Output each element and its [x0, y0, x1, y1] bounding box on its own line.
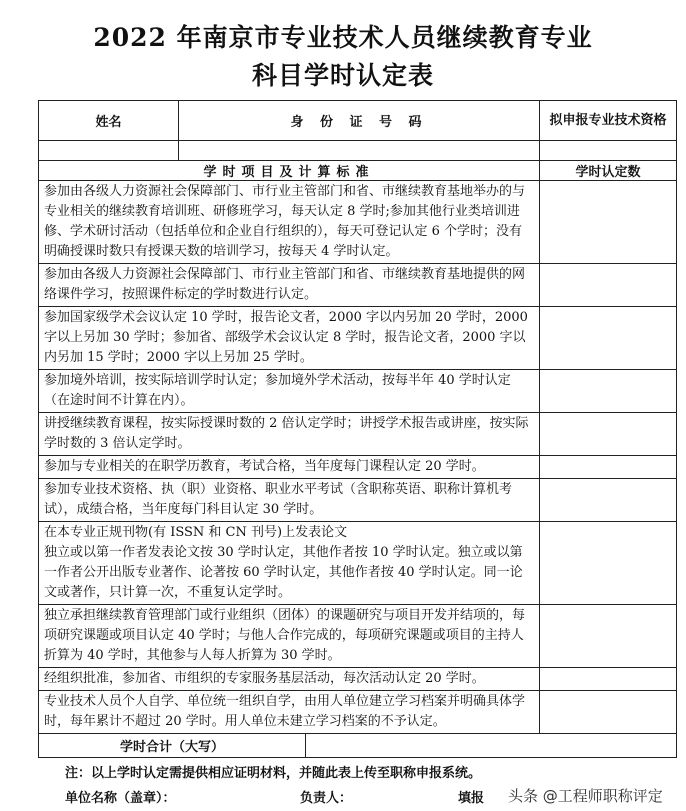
title-line-1: 2022 年南京市专业技术人员继续教育专业	[93, 23, 593, 52]
hours-field[interactable]	[540, 456, 677, 479]
item-text: 参加由各级人力资源社会保障部门、市行业主管部门和省、市继续教育基地提供的网络课件学习，按照课件标定的学时数进行认定。	[39, 264, 540, 307]
note-text: 注：以上学时认定需提供相应证明材料，并随此表上传至职称申报系统。	[65, 766, 482, 781]
hours-field[interactable]	[540, 264, 677, 307]
item-text: 专业技术人员个人自学、单位统一组织自学，由用人单位建立学习档案并明确具体学时，每年累计不超过 20 学时。用人单位未建立学习档案的不予认定。	[39, 691, 540, 734]
hours-header: 学时认定数	[540, 161, 677, 181]
hours-field[interactable]	[540, 668, 677, 691]
id-number-header: 身 份 证 号 码	[179, 101, 540, 141]
form-body	[38, 100, 686, 811]
item-text: 独立承担继续教育管理部门或行业组织（团体）的课题研究与项目开发并结项的，每项研究课题或项目认定 40 学时；与他人合作完成的，每项研究课题或项目的主持人折算为 40 学时，其他参与人每人折算为 30 学时。	[39, 605, 540, 668]
item-text: 参加国家级学术会议认定 10 学时，报告论文者，2000 字以内另加 20 学时，2000 字以上另加 30 学时；参加省、部级学术会议认定 8 学时，报告论文者，2000 字以内另加 15 学时；2000 字以上另加 25 学时。	[39, 307, 540, 370]
total-field[interactable]	[306, 734, 677, 758]
id-number-field[interactable]	[179, 141, 540, 161]
item-text: 参加境外培训，按实际培训学时认定；参加境外学术活动，按每半年 40 学时认定（在途时间不计算在内）。	[39, 370, 540, 413]
item-text: 参加与专业相关的在职学历教育，考试合格，当年度每门课程认定 20 学时。	[39, 456, 540, 479]
filler-label: 填报	[458, 791, 485, 806]
item-text: 经组织批准，参加省、市组织的专家服务基层活动，每次活动认定 20 学时。	[39, 668, 540, 691]
hours-field[interactable]	[540, 522, 677, 605]
total-label: 学时合计（大写）	[39, 734, 306, 758]
hours-field[interactable]	[540, 370, 677, 413]
hours-field[interactable]	[540, 413, 677, 456]
item-text: 在本专业正规刊物(有 ISSN 和 CN 刊号)上发表论文 独立或以第一作者发表论文按 30 学时认定，其他作者按 10 学时认定。独立或以第一作者公开出版专业著作、论著按 60 学时认定，其他作者按 40 学时认定。同一论文或著作，只计算一次，不重复认定学时。	[39, 522, 540, 605]
name-field[interactable]	[39, 141, 179, 161]
item-text: 参加专业技术资格、执（职）业资格、职业水平考试（含职称英语、职称计算机考试），成绩合格，当年度每门科目认定 30 学时。	[39, 479, 540, 522]
watermark: 头条 @工程师职称评定	[508, 787, 663, 805]
hours-field[interactable]	[540, 307, 677, 370]
qualification-header: 拟申报专业技术资格	[540, 101, 677, 141]
hours-field[interactable]	[540, 479, 677, 522]
item-text: 讲授继续教育课程，按实际授课时数的 2 倍认定学时；讲授学术报告或讲座，按实际学时数的 3 倍认定学时。	[39, 413, 540, 456]
item-text: 参加由各级人力资源社会保障部门、市行业主管部门和省、市继续教育基地举办的与专业相关的继续教育培训班、研修班学习，每天认定 8 学时;参加其他行业类培训进修、学术研讨活动（包括单位和企业自行组织的），每天可登记认定 6 个学时；没有明确授课时数只有授课天数的培训学习，按每天 4 学时认定。	[39, 181, 540, 264]
leader-label: 负责人：	[300, 791, 353, 806]
name-header: 姓名	[39, 101, 179, 141]
hours-form-table	[38, 100, 677, 758]
title-line-2: 科目学时认定表	[251, 61, 434, 90]
hours-field[interactable]	[540, 605, 677, 668]
unit-name-label: 单位名称（盖章）：	[65, 791, 176, 806]
items-header: 学时项目及计算标准	[39, 161, 540, 181]
hours-field[interactable]	[540, 691, 677, 734]
qualification-field[interactable]	[540, 141, 677, 161]
hours-field[interactable]	[540, 181, 677, 264]
footer-row	[38, 787, 686, 811]
